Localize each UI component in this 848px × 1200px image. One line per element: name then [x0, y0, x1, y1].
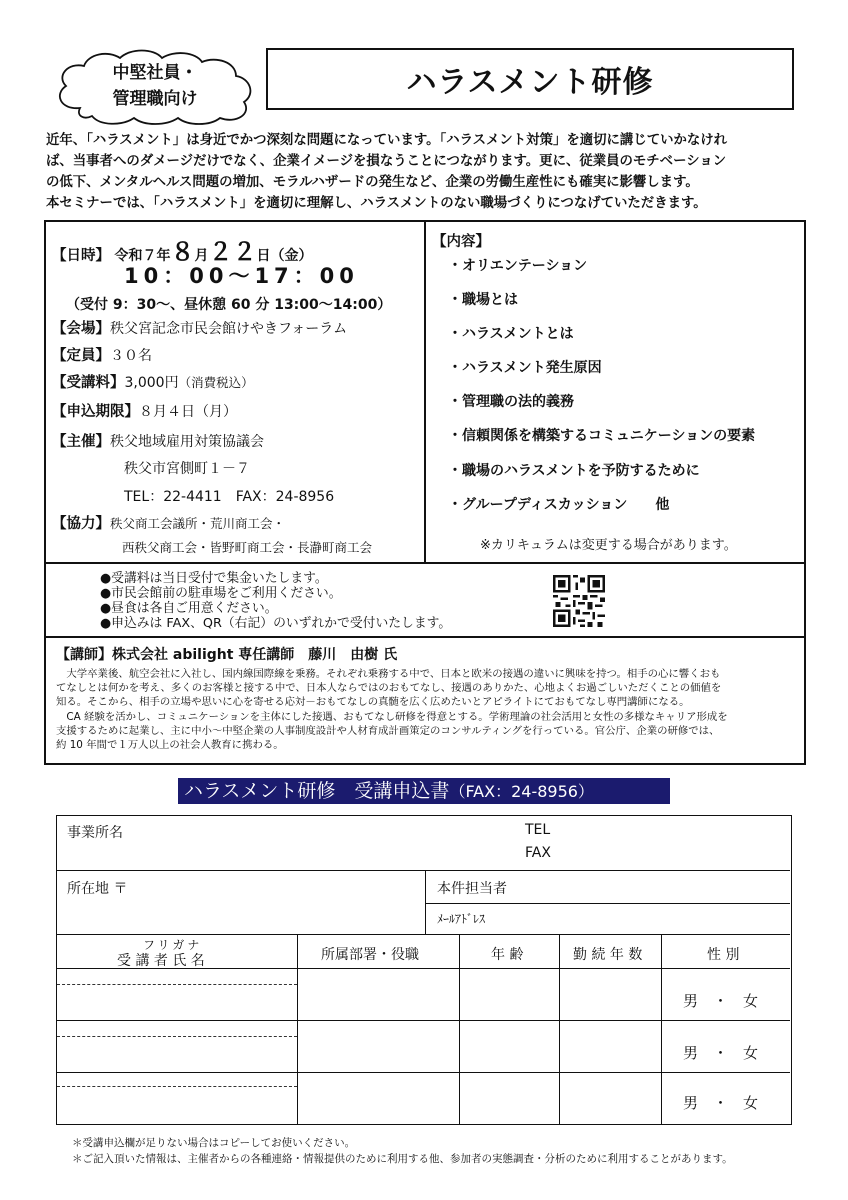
bio-line: 大学卒業後、航空会社に入社し、国内線国際線を乗務。それぞれ乗務する中で、日本と欧米の接遇の違いに興味を持つ。相手の心に響くおも	[56, 668, 721, 680]
venue: 秩父宮記念市民会館けやきフォーラム	[110, 321, 348, 337]
page-title: ハラスメント研修	[266, 48, 794, 110]
capacity-label: 【定員】	[52, 348, 110, 364]
gender-option[interactable]: 男 ・ 女	[683, 1094, 759, 1112]
content-item: ・信頼関係を構築するコミュニケーションの要素	[448, 428, 756, 444]
note-item: ●昼食は各自ご用意ください。	[100, 601, 278, 616]
note-item: ●申込みは FAX、QR（右記）のいずれかで受付いたします。	[100, 616, 452, 631]
form-row-line	[57, 870, 790, 871]
email-label: ﾒｰﾙｱﾄﾞﾚｽ	[437, 912, 486, 926]
capacity: ３０名	[110, 348, 152, 364]
deadline-row	[52, 400, 237, 421]
bio-line: 支援するために起業し、主に中小～中堅企業の人事制度設計や人材育成計画策定のコンサルティングを行っている。官公庁、企業の研修では、	[56, 724, 720, 737]
coop-row	[52, 512, 285, 533]
years-label: 勤 続 年 数	[573, 947, 643, 963]
capacity-row	[52, 344, 152, 365]
form-title-text: ハラスメント研修 受講申込書	[184, 780, 450, 802]
content-item: ・オリエンテーション	[448, 258, 588, 274]
deadline: ８月４日（月）	[139, 404, 237, 420]
contents-heading: 【内容】	[432, 234, 490, 250]
fee-row	[52, 371, 254, 392]
date-day: ２２	[208, 238, 257, 266]
bio-line: 知る。そこから、相手の立場や思いに心を寄せる応対－おもてなしの真髄を広く広めたいとアピライトにておもてなし専門講師になる。	[56, 696, 690, 709]
form-title	[178, 778, 670, 804]
form-col-line	[459, 934, 460, 1124]
bio-line: CA 経験を活かし、コミュニケーションを主体にした接遇、おもてなし研修を得意とする。学術理論の社会活用と女性の多様なキャリア形成を	[56, 710, 728, 723]
age-label: 年 齢	[491, 947, 524, 963]
furigana-divider	[57, 1036, 297, 1037]
date-era: 令和７年	[114, 248, 171, 264]
lecturer-heading: 【講師】株式会社 abilight 専任講師 藤川 由樹 氏	[56, 647, 398, 663]
form-row-line	[57, 934, 790, 935]
date-weekday: （金）	[270, 248, 313, 264]
application-form-table	[56, 815, 792, 1125]
deadline-label: 【申込期限】	[52, 404, 139, 420]
intro-line: 近年、「ハラスメント」は身近でかつ深刻な問題になっています。「ハラスメント対策」を適切に講じていかなけれ	[46, 133, 728, 148]
fee-label: 【受講料】	[52, 375, 125, 391]
form-row-line	[57, 1020, 790, 1021]
notes-list	[100, 571, 451, 631]
venue-row	[52, 317, 347, 338]
section-divider	[44, 636, 806, 638]
form-col-line	[425, 870, 426, 934]
fax-label: FAX	[525, 845, 551, 861]
contact-person-label: 本件担当者	[437, 881, 507, 897]
intro-line: の低下、メンタルヘルス問題の増加、モラルハザードの発生など、企業の労働生産性にも確実に影響します。	[46, 175, 699, 190]
organizer: 秩父地域雇用対策協議会	[110, 434, 264, 450]
section-divider	[44, 562, 806, 564]
column-divider	[424, 220, 426, 563]
date-month: ８	[170, 238, 195, 266]
content-item: ・職場とは	[448, 292, 518, 308]
organizer-label: 【主催】	[52, 434, 110, 450]
fee: 3,000円	[124, 375, 179, 391]
form-fax: （FAX：24-8956）	[449, 782, 594, 801]
gender-option[interactable]: 男 ・ 女	[683, 992, 759, 1010]
department-label: 所属部署・役職	[321, 947, 419, 963]
fee-note: （消費税込）	[178, 375, 254, 390]
content-item: ・ハラスメント発生原因	[448, 360, 602, 376]
organizer-address: 秩父市宮側町１－７	[124, 461, 250, 477]
gender-label: 性 別	[707, 947, 740, 963]
form-col-line	[661, 934, 662, 1124]
organizer-row	[52, 430, 264, 451]
curriculum-note: ※カリキュラムは変更する場合があります。	[480, 538, 737, 553]
bio-line: てなしとは何かを考え、多くのお客様と接する中で、日本人ならではのおもてなし、接遇のありかた、心地よくお過ごしいただくことの価値を	[56, 682, 722, 695]
footnote: ＊受講申込欄が足りない場合はコピーしてお使いください。	[72, 1137, 356, 1149]
lecturer-bio	[56, 667, 796, 752]
name-label: 受 講 者 氏 名	[117, 953, 205, 969]
content-item: ・グループディスカッション 他	[448, 497, 670, 513]
bio-line: 約 10 年間で１万人以上の社会人教育に携わる。	[56, 739, 284, 752]
intro-line: 本セミナーでは、「ハラスメント」を適切に理解し、ハラスメントのない職場づくりにつなげていただきます。	[46, 196, 707, 211]
furigana-divider	[57, 984, 297, 985]
qr-code-icon[interactable]	[553, 575, 605, 627]
form-row-line	[425, 903, 790, 904]
date-label: 【日時】	[52, 248, 110, 264]
badge-line1: 中堅社員・	[112, 63, 198, 83]
intro-text	[46, 130, 806, 214]
organizer-contact: TEL：22-4411 FAX：24-8956	[124, 489, 335, 505]
company-label: 事業所名	[67, 825, 123, 841]
target-audience-badge	[50, 48, 260, 126]
coop-label: 【協力】	[52, 516, 110, 532]
form-col-line	[297, 934, 298, 1124]
form-col-line	[559, 934, 560, 1124]
address-label: 所在地 〒	[67, 881, 128, 897]
note-item: ●受講料は当日受付で集金いたします。	[100, 571, 328, 586]
content-item: ・管理職の法的義務	[448, 394, 574, 410]
reception-time: （受付 9：30～、昼休憩 60 分 13:00～14:00）	[66, 297, 392, 313]
gender-option[interactable]: 男 ・ 女	[683, 1044, 759, 1062]
date-day-unit: 日	[256, 248, 271, 264]
content-item: ・職場のハラスメントを予防するために	[448, 463, 700, 479]
event-time: 10：00～17：00	[124, 264, 359, 288]
tel-label: TEL	[525, 822, 551, 838]
badge-line2: 管理職向け	[112, 89, 198, 109]
note-item: ●市民会館前の駐車場をご利用ください。	[100, 586, 342, 601]
footnote: ＊ご記入頂いた情報は、主催者からの各種連絡・情報提供のために利用する他、参加者の実態調査・分析のために利用することがあります。	[72, 1153, 733, 1165]
furigana-divider	[57, 1086, 297, 1087]
coop-line2: 西秩父商工会・皆野町商工会・長瀞町商工会	[122, 540, 373, 555]
intro-line: ば、当事者へのダメージだけでなく、企業イメージを損なうことにつながります。更に、従業員のモチベーション	[46, 154, 727, 169]
form-row-line	[57, 1072, 790, 1073]
date-month-unit: 月	[194, 248, 209, 264]
venue-label: 【会場】	[52, 321, 110, 337]
content-item: ・ハラスメントとは	[448, 326, 574, 342]
coop-line1: 秩父商工会議所・荒川商工会・	[110, 516, 286, 531]
furigana-label: フリガナ	[143, 938, 203, 952]
